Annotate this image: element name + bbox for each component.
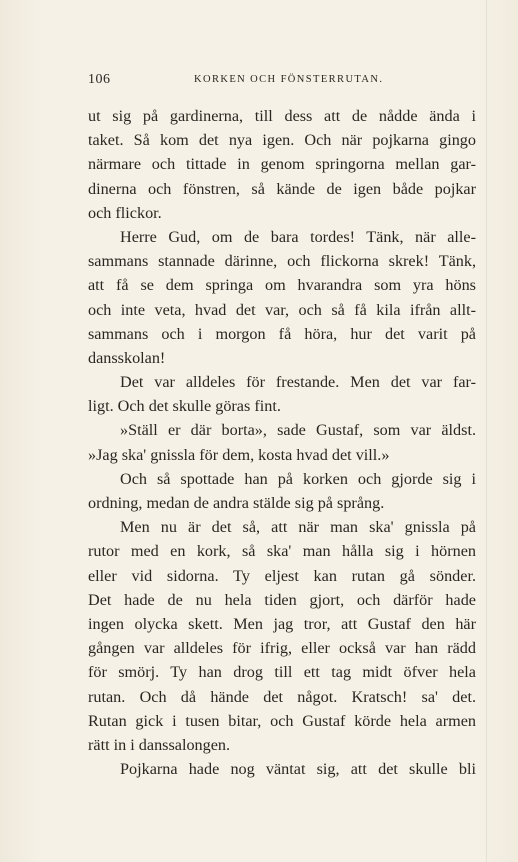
text-line: Rutan gick i tusen bitar, och Gustaf körde hela armen: [88, 711, 476, 730]
text-line: rutan. Och då hände det något. Kratsch! sa' det.: [88, 687, 476, 706]
text-line: »Ställ er där borta», sade Gustaf, som var äldst.: [120, 421, 476, 440]
running-head: [88, 72, 476, 92]
text-line: rätt in i danssalongen.: [88, 735, 231, 754]
text-line: Och så spottade han på korken och gjorde sig i: [120, 469, 476, 488]
text-line: ligt. Och det skulle göras fint.: [88, 397, 281, 416]
text-line: gången var alldeles för ifrig, eller också var han rädd: [88, 639, 476, 658]
text-line: dinerna och fönstren, så kände de igen både pojkar: [88, 179, 476, 198]
text-line: Det var alldeles för frestande. Men det var far-: [120, 373, 476, 392]
page-edge-shadow: [486, 0, 487, 862]
text-line: Det hade de nu hela tiden gjort, och därför hade: [88, 590, 476, 609]
text-line: Pojkarna hade nog väntat sig, att det skulle bli: [120, 760, 476, 779]
text-line: rutor med en kork, så ska' man hålla sig i hörnen: [88, 542, 476, 561]
text-line: ut sig på gardinerna, till dess att de nådde ända i: [88, 107, 476, 125]
text-line: att få se dem springa om hvarandra som yra höns: [88, 276, 476, 295]
text-line: för smörj. Ty han drog till ett tag midt öfver hela: [88, 663, 476, 682]
text-line: och flickor.: [88, 203, 162, 222]
text-line: Men nu är det så, att när man ska' gnissla på: [120, 518, 476, 537]
text-line: taket. Så kom det nya igen. Och när pojkarna gingo: [88, 131, 476, 150]
text-line: Herre Gud, om de bara tordes! Tänk, när alle-: [120, 227, 476, 246]
page-number: 106: [88, 72, 111, 87]
text-line: närmare och tittade in genom springorna mellan gar-: [88, 155, 476, 174]
text-line: sammans stannade därinne, och flickorna skrek! Tänk,: [88, 252, 476, 271]
text-line: sammans och i morgon få höra, hur det varit på: [88, 324, 476, 343]
running-title: KORKEN OCH FÖNSTERRUTAN.: [194, 74, 384, 85]
text-line: eller vid sidorna. Ty eljest kan rutan gå sönder.: [88, 566, 476, 585]
text-line: ordning, medan de andra stälde sig på språng.: [88, 494, 385, 512]
text-line: »Jag ska' gnissla för dem, kosta hvad det vill.»: [88, 445, 390, 464]
text-line: ingen olycka skett. Men jag tror, att Gustaf den här: [88, 614, 476, 633]
text-line: och inte veta, hvad det var, och så få kila ifrån allt-: [88, 300, 476, 319]
body-text: [88, 104, 476, 781]
text-line: dansskolan!: [88, 348, 166, 367]
